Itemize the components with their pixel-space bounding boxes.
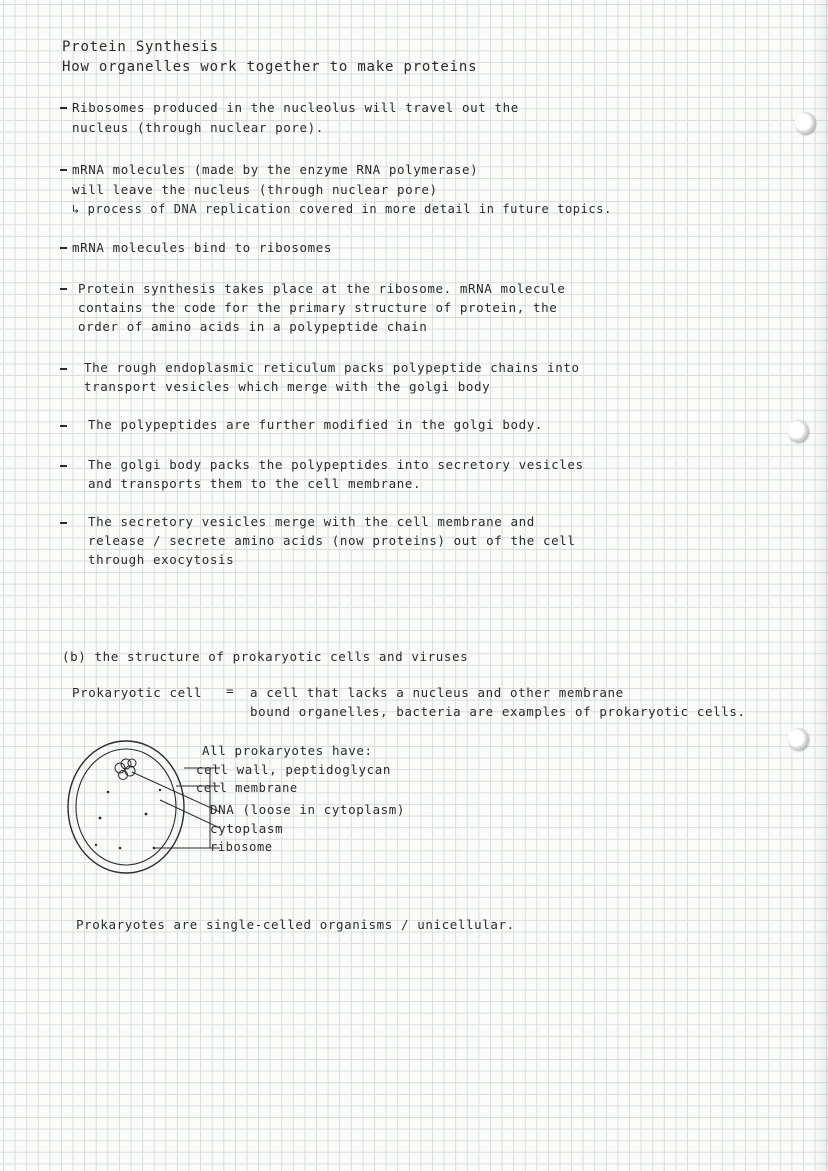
diagram-label-cell-wall: cell wall, peptidoglycan — [196, 762, 392, 777]
bullet-5-line-2: transport vesicles which merge with the golgi body — [84, 379, 491, 394]
diagram-label-dna: DNA (loose in cytoplasm) — [210, 802, 406, 817]
bullet-4-line-3: order of amino acids in a polypeptide chain — [78, 319, 428, 334]
bullet-8-line-2: release / secrete amino acids (now proteins) out of the cell — [88, 533, 576, 548]
bullet-mark — [60, 465, 67, 467]
bullet-mark — [60, 107, 67, 109]
bullet-1-line-2: nucleus (through nuclear pore). — [72, 120, 324, 135]
page-subtitle: How organelles work together to make proteins — [62, 59, 478, 75]
cell-wall-outline — [68, 741, 184, 873]
bullet-3-line-1: mRNA molecules bind to ribosomes — [72, 240, 333, 255]
bullet-mark — [60, 522, 67, 524]
prokaryotic-cell-diagram — [60, 730, 220, 880]
bullet-4-line-2: contains the code for the primary structure of protein, the — [78, 300, 558, 315]
bullet-mark — [60, 247, 67, 249]
closing-note: Prokaryotes are single-celled organisms / unicellular. — [76, 917, 515, 932]
dna-coil-icon — [115, 759, 136, 780]
diagram-label-cell-membrane: cell membrane — [196, 781, 298, 795]
definition-term: Prokaryotic cell — [72, 685, 203, 700]
bullet-8-line-1: The secretory vesicles merge with the cell membrane and — [88, 514, 535, 529]
binder-hole-middle — [788, 420, 808, 442]
diagram-label-cytoplasm: cytoplasm — [210, 821, 284, 836]
bullet-5-line-1: The rough endoplasmic reticulum packs polypeptide chains into — [84, 360, 580, 375]
bullet-mark — [60, 368, 67, 370]
bullet-6-line-1: The polypeptides are further modified in the golgi body. — [88, 417, 544, 432]
bullet-1-line-1: Ribosomes produced in the nucleolus will travel out the — [72, 100, 519, 115]
page-edge-shadow — [814, 0, 828, 1171]
binder-hole-top — [795, 112, 815, 134]
bullet-mark — [60, 425, 67, 427]
definition-equals: = — [226, 683, 235, 698]
definition-line-1: a cell that lacks a nucleus and other membrane — [250, 685, 624, 700]
diagram-label-ribosome: ribosome — [210, 840, 273, 854]
definition-line-2: bound organelles, bacteria are examples of prokaryotic cells. — [250, 704, 746, 719]
bullet-7-line-2: and transports them to the cell membrane. — [88, 476, 422, 491]
bullet-7-line-1: The golgi body packs the polypeptides into secretory vesicles — [88, 457, 584, 472]
bullet-2-line-2: will leave the nucleus (through nuclear pore) — [72, 182, 438, 197]
bullet-mark — [60, 288, 67, 290]
bullet-2-line-1: mRNA molecules (made by the enzyme RNA polymerase) — [72, 162, 479, 177]
ribosome-dots — [95, 789, 161, 850]
bullet-8-line-3: through exocytosis — [88, 552, 235, 567]
page-title: Protein Synthesis — [62, 39, 219, 55]
binder-hole-bottom — [788, 728, 808, 750]
bullet-2-subnote: ↳ process of DNA replication covered in more detail in future topics. — [72, 202, 612, 216]
bullet-mark — [60, 169, 67, 171]
section-heading: (b) the structure of prokaryotic cells and viruses — [62, 649, 469, 664]
diagram-header: All prokaryotes have: — [202, 743, 373, 758]
bullet-4-line-1: Protein synthesis takes place at the ribosome. mRNA molecule — [78, 281, 566, 296]
